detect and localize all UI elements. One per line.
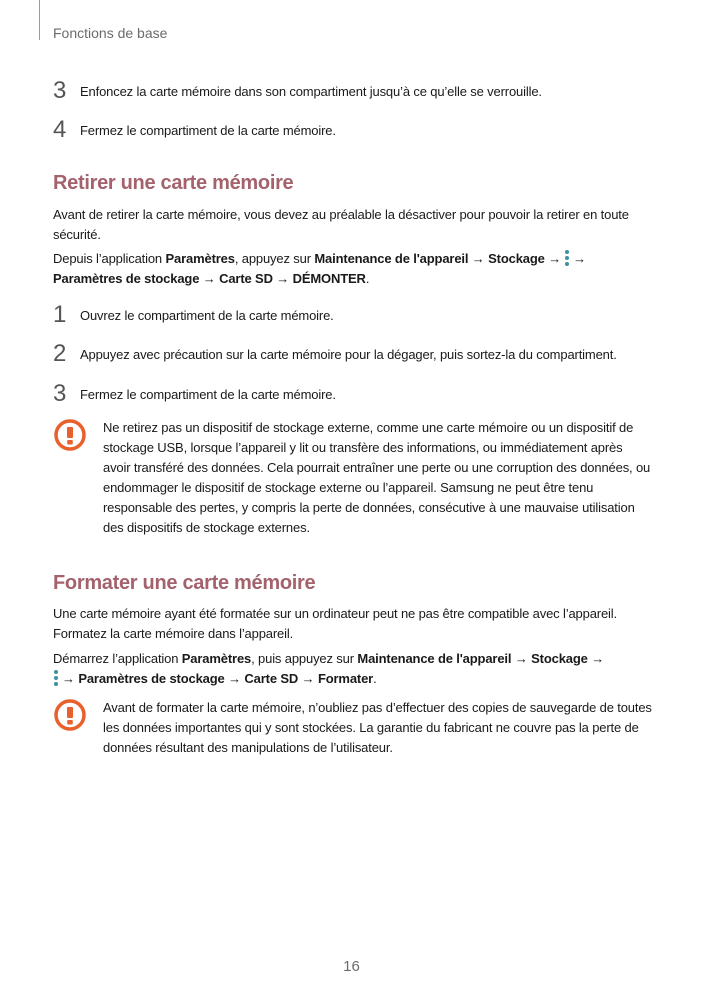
path-text: Démarrez l’application <box>53 651 182 666</box>
warning-exclamation-icon <box>53 418 103 538</box>
step-4-close <box>53 118 336 142</box>
step-number: 3 <box>53 77 67 104</box>
warning-text: Ne retirez pas un dispositif de stockage externe, comme une carte mémoire ou un dispositif de stockage USB, lorsque l’appareil y lit ou transfère des informations, ou immédiatement après avoir transféré des données. Cela pourrait entraîner une perte ou une corruption des données, ou endommager le dispositif de stockage externe ou l’appareil. Samsung ne peut être tenu responsable des pertes, y compris la perte de données, consécutive à une mauvaise utilisation des dispositifs de stockage externes. <box>103 420 651 535</box>
step-text: Fermez le compartiment de la carte mémoire. <box>80 123 336 138</box>
step-number: 1 <box>53 301 67 328</box>
format-path <box>53 649 653 689</box>
arrow: → <box>471 251 485 266</box>
path-settings: Paramètres <box>165 251 235 266</box>
margin-rule <box>39 0 40 40</box>
step-number: 4 <box>53 116 67 143</box>
remove-intro: Avant de retirer la carte mémoire, vous devez au préalable la désactiver pour pouvoir la retirer en toute sécurité. <box>53 207 629 242</box>
step-text: Appuyez avec précaution sur la carte mémoire pour la dégager, puis sortez-la du compartiment. <box>80 347 617 362</box>
arrow: → <box>228 671 241 686</box>
path-text: , appuyez sur <box>234 251 315 266</box>
path-settings: Paramètres <box>181 651 252 666</box>
step-number: 2 <box>53 340 67 367</box>
section-header: Fonctions de base <box>53 25 168 41</box>
path-storage: Stockage <box>531 651 588 666</box>
warning-exclamation-icon <box>53 698 103 758</box>
step-text: Enfoncez la carte mémoire dans son compartiment jusqu’à ce qu’elle se verrouille. <box>80 84 542 99</box>
remove-step-1 <box>53 303 334 327</box>
arrow: → <box>591 651 605 666</box>
path-sd-card: Carte SD <box>244 671 299 686</box>
remove-path <box>53 249 653 289</box>
arrow: → <box>514 651 528 666</box>
arrow: → <box>301 671 315 686</box>
path-device-maintenance: Maintenance de l'appareil <box>357 651 512 666</box>
period: . <box>373 671 377 686</box>
path-storage-settings: Paramètres de stockage <box>78 671 225 686</box>
path-text: Depuis l’application <box>53 251 166 266</box>
more-options-icon <box>564 250 570 266</box>
format-warning-note <box>53 698 653 758</box>
step-text: Ouvrez le compartiment de la carte mémoire. <box>80 308 334 323</box>
format-card-heading: Formater une carte mémoire <box>53 572 316 594</box>
arrow: → <box>548 251 562 266</box>
remove-card-heading: Retirer une carte mémoire <box>53 172 294 194</box>
arrow: → <box>202 271 216 286</box>
more-options-icon <box>53 670 59 686</box>
remove-step-3 <box>53 382 336 406</box>
format-intro: Une carte mémoire ayant été formatée sur un ordinateur peut ne pas être compatible avec l’appareil. Formatez la carte mémoire dans l’appareil. <box>53 606 617 641</box>
period: . <box>365 271 370 286</box>
path-unmount: DÉMONTER <box>292 271 366 286</box>
arrow: → <box>276 271 290 286</box>
step-number: 3 <box>53 380 67 407</box>
warning-text: Avant de formater la carte mémoire, n’oubliez pas d’effectuer des copies de sauvegarde de toutes les données importantes qui y sont stockées. La garantie du fabricant ne couvre pas la perte de données résultant des manipulations de l’utilisateur. <box>103 700 652 755</box>
path-device-maintenance: Maintenance de l'appareil <box>314 251 469 266</box>
path-storage-settings: Paramètres de stockage <box>53 271 200 286</box>
step-3-insert <box>53 79 542 103</box>
path-text: , puis appuyez sur <box>251 651 358 666</box>
path-sd-card: Carte SD <box>219 271 273 286</box>
page-number: 16 <box>343 958 360 975</box>
remove-step-2 <box>53 342 617 366</box>
path-storage: Stockage <box>488 251 545 266</box>
path-format: Formater <box>317 671 374 686</box>
arrow: → <box>573 251 586 266</box>
arrow: → <box>62 671 75 686</box>
remove-warning-note <box>53 418 653 538</box>
step-text: Fermez le compartiment de la carte mémoire. <box>80 387 336 402</box>
